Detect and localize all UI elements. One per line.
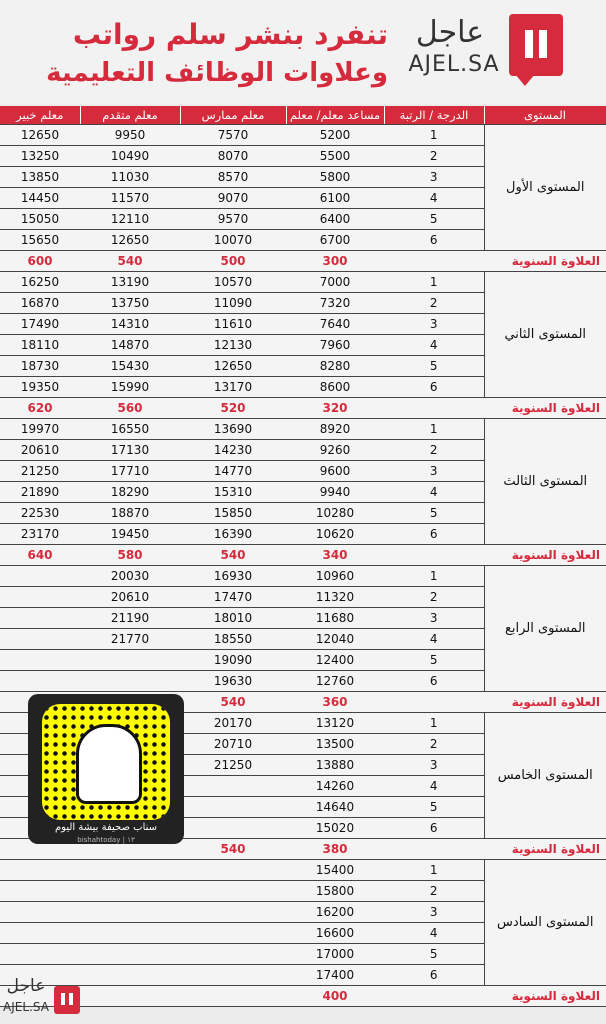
cell-teacher: 7000 — [286, 272, 384, 293]
allowance-label: العلاوة السنوية — [384, 398, 606, 419]
allowance-value: 340 — [286, 545, 384, 566]
cell-practitioner: 19630 — [180, 671, 286, 692]
cell-grade: 6 — [384, 524, 484, 545]
cell-advanced: 9950 — [80, 125, 180, 146]
col-expert: معلم خبير — [0, 106, 80, 125]
col-level: المستوى — [484, 106, 606, 125]
cell-grade: 2 — [384, 587, 484, 608]
cell-advanced: 12110 — [80, 209, 180, 230]
cell-practitioner: 9070 — [180, 188, 286, 209]
cell-expert: 21890 — [0, 482, 80, 503]
cell-expert — [0, 902, 80, 923]
cell-teacher: 10960 — [286, 566, 384, 587]
col-teacher: مساعد معلم/ معلم — [286, 106, 384, 125]
cell-teacher: 13120 — [286, 713, 384, 734]
cell-practitioner: 18010 — [180, 608, 286, 629]
cell-teacher: 10620 — [286, 524, 384, 545]
cell-teacher: 7320 — [286, 293, 384, 314]
cell-practitioner: 12650 — [180, 356, 286, 377]
allowance-value: 540 — [180, 839, 286, 860]
cell-advanced: 10490 — [80, 146, 180, 167]
cell-teacher: 17400 — [286, 965, 384, 986]
cell-grade: 4 — [384, 335, 484, 356]
cell-advanced — [80, 923, 180, 944]
cell-grade: 1 — [384, 713, 484, 734]
cell-advanced: 20030 — [80, 566, 180, 587]
cell-teacher: 8920 — [286, 419, 384, 440]
cell-grade: 3 — [384, 608, 484, 629]
allowance-value: 560 — [80, 398, 180, 419]
cell-teacher: 9940 — [286, 482, 384, 503]
allowance-label: العلاوة السنوية — [384, 986, 606, 1007]
level-name: المستوى الرابع — [484, 566, 606, 692]
cell-expert: 15050 — [0, 209, 80, 230]
cell-expert — [0, 650, 80, 671]
salary-table — [0, 106, 606, 1007]
cell-practitioner — [180, 902, 286, 923]
cell-practitioner: 18550 — [180, 629, 286, 650]
cell-expert: 17490 — [0, 314, 80, 335]
cell-grade: 2 — [384, 146, 484, 167]
cell-advanced: 19450 — [80, 524, 180, 545]
cell-grade: 1 — [384, 125, 484, 146]
allowance-value: 380 — [286, 839, 384, 860]
allowance-value — [80, 986, 180, 1007]
cell-advanced: 16550 — [80, 419, 180, 440]
cell-expert — [0, 881, 80, 902]
level-name: المستوى الأول — [484, 125, 606, 251]
allowance-value: 360 — [286, 692, 384, 713]
snap-caption: سناب صحيفة بيشة اليوم — [54, 822, 158, 833]
cell-advanced: 15430 — [80, 356, 180, 377]
allowance-value: 300 — [286, 251, 384, 272]
cell-grade: 4 — [384, 776, 484, 797]
cell-advanced: 14310 — [80, 314, 180, 335]
cell-grade: 1 — [384, 272, 484, 293]
page-subtitle: وعلاوات الوظائف التعليمية — [46, 58, 388, 88]
allowance-value: 540 — [180, 692, 286, 713]
level-name: المستوى الثالث — [484, 419, 606, 545]
cell-practitioner: 13170 — [180, 377, 286, 398]
cell-practitioner: 16390 — [180, 524, 286, 545]
ajel-logo-icon — [509, 14, 563, 76]
cell-advanced: 21770 — [80, 629, 180, 650]
cell-teacher: 15020 — [286, 818, 384, 839]
cell-practitioner: 8070 — [180, 146, 286, 167]
cell-teacher: 5800 — [286, 167, 384, 188]
cell-teacher: 6400 — [286, 209, 384, 230]
cell-advanced: 15990 — [80, 377, 180, 398]
cell-advanced — [80, 965, 180, 986]
cell-practitioner: 17470 — [180, 587, 286, 608]
cell-grade: 1 — [384, 419, 484, 440]
cell-teacher: 15400 — [286, 860, 384, 881]
cell-grade: 4 — [384, 482, 484, 503]
cell-teacher: 14260 — [286, 776, 384, 797]
allowance-value — [180, 986, 286, 1007]
allowance-row — [0, 986, 606, 1007]
cell-grade: 2 — [384, 734, 484, 755]
allowance-value: 400 — [286, 986, 384, 1007]
allowance-row — [0, 398, 606, 419]
cell-expert — [0, 608, 80, 629]
col-advanced: معلم متقدم — [80, 106, 180, 125]
cell-advanced: 11030 — [80, 167, 180, 188]
cell-grade: 2 — [384, 881, 484, 902]
logo-english-text: AJEL.SA — [408, 52, 500, 77]
cell-advanced — [80, 902, 180, 923]
cell-teacher: 17000 — [286, 944, 384, 965]
cell-practitioner: 8570 — [180, 167, 286, 188]
cell-expert — [0, 944, 80, 965]
table-row — [0, 419, 606, 440]
cell-teacher: 7960 — [286, 335, 384, 356]
cell-teacher: 12040 — [286, 629, 384, 650]
cell-grade: 1 — [384, 860, 484, 881]
cell-grade: 5 — [384, 650, 484, 671]
cell-teacher: 8280 — [286, 356, 384, 377]
header — [0, 0, 606, 104]
cell-teacher: 8600 — [286, 377, 384, 398]
cell-grade: 4 — [384, 188, 484, 209]
cell-practitioner: 11090 — [180, 293, 286, 314]
allowance-row — [0, 545, 606, 566]
cell-grade: 6 — [384, 377, 484, 398]
footer-logo-english: AJEL.SA — [3, 1000, 49, 1014]
allowance-value: 540 — [80, 251, 180, 272]
allowance-value: 620 — [0, 398, 80, 419]
level-name: المستوى الثاني — [484, 272, 606, 398]
cell-practitioner: 21250 — [180, 755, 286, 776]
cell-teacher: 16600 — [286, 923, 384, 944]
allowance-label: العلاوة السنوية — [384, 545, 606, 566]
col-practitioner: معلم ممارس — [180, 106, 286, 125]
cell-teacher: 5200 — [286, 125, 384, 146]
cell-grade: 5 — [384, 356, 484, 377]
cell-practitioner: 15310 — [180, 482, 286, 503]
cell-expert: 20610 — [0, 440, 80, 461]
cell-practitioner — [180, 965, 286, 986]
cell-grade: 3 — [384, 461, 484, 482]
cell-practitioner: 13690 — [180, 419, 286, 440]
cell-grade: 4 — [384, 629, 484, 650]
cell-expert: 19970 — [0, 419, 80, 440]
cell-advanced: 17710 — [80, 461, 180, 482]
cell-practitioner: 10070 — [180, 230, 286, 251]
snapchat-ghost-icon — [76, 724, 142, 804]
cell-advanced: 12650 — [80, 230, 180, 251]
cell-teacher: 16200 — [286, 902, 384, 923]
cell-practitioner — [180, 923, 286, 944]
cell-practitioner: 19090 — [180, 650, 286, 671]
table-row — [0, 272, 606, 293]
cell-practitioner: 15850 — [180, 503, 286, 524]
col-grade: الدرجة / الرتبة — [384, 106, 484, 125]
snap-handle: bishahtoday | ١٣ — [77, 836, 135, 844]
snapchat-code — [28, 694, 184, 844]
snapcode-image — [42, 704, 170, 820]
cell-expert: 12650 — [0, 125, 80, 146]
table-row — [0, 125, 606, 146]
cell-advanced: 21190 — [80, 608, 180, 629]
cell-expert: 13250 — [0, 146, 80, 167]
cell-grade: 5 — [384, 944, 484, 965]
cell-grade: 3 — [384, 902, 484, 923]
table-header-row — [0, 106, 606, 125]
allowance-value: 540 — [180, 545, 286, 566]
cell-grade: 5 — [384, 209, 484, 230]
table-row — [0, 860, 606, 881]
cell-practitioner: 20170 — [180, 713, 286, 734]
cell-practitioner — [180, 860, 286, 881]
cell-advanced — [80, 881, 180, 902]
cell-practitioner: 14770 — [180, 461, 286, 482]
cell-expert: 15650 — [0, 230, 80, 251]
cell-practitioner — [180, 881, 286, 902]
cell-grade: 3 — [384, 755, 484, 776]
page-title: تنفرد بنشر سلم رواتب — [72, 18, 388, 51]
level-name: المستوى الخامس — [484, 713, 606, 839]
cell-grade: 6 — [384, 230, 484, 251]
cell-expert — [0, 587, 80, 608]
cell-expert: 18110 — [0, 335, 80, 356]
cell-teacher: 7640 — [286, 314, 384, 335]
cell-teacher: 14640 — [286, 797, 384, 818]
footer-logo-icon — [54, 986, 80, 1014]
allowance-value: 580 — [80, 545, 180, 566]
allowance-label: العلاوة السنوية — [384, 839, 606, 860]
allowance-value: 520 — [180, 398, 286, 419]
footer-logo-arabic: عاجل — [6, 976, 46, 996]
cell-advanced: 13750 — [80, 293, 180, 314]
cell-expert: 16250 — [0, 272, 80, 293]
cell-grade: 1 — [384, 566, 484, 587]
cell-practitioner — [180, 776, 286, 797]
cell-advanced — [80, 650, 180, 671]
cell-practitioner — [180, 944, 286, 965]
cell-grade: 6 — [384, 671, 484, 692]
cell-advanced: 17130 — [80, 440, 180, 461]
cell-advanced — [80, 671, 180, 692]
cell-grade: 6 — [384, 965, 484, 986]
cell-practitioner: 10570 — [180, 272, 286, 293]
cell-practitioner: 20710 — [180, 734, 286, 755]
cell-expert: 21250 — [0, 461, 80, 482]
cell-practitioner: 14230 — [180, 440, 286, 461]
cell-expert — [0, 671, 80, 692]
cell-advanced: 11570 — [80, 188, 180, 209]
cell-practitioner: 16930 — [180, 566, 286, 587]
cell-advanced: 18870 — [80, 503, 180, 524]
cell-practitioner: 11610 — [180, 314, 286, 335]
cell-practitioner — [180, 797, 286, 818]
level-name: المستوى السادس — [484, 860, 606, 986]
cell-teacher: 13500 — [286, 734, 384, 755]
cell-teacher: 12760 — [286, 671, 384, 692]
cell-expert: 13850 — [0, 167, 80, 188]
cell-advanced — [80, 944, 180, 965]
cell-expert — [0, 629, 80, 650]
allowance-value: 500 — [180, 251, 286, 272]
cell-advanced: 20610 — [80, 587, 180, 608]
cell-advanced: 18290 — [80, 482, 180, 503]
cell-expert: 19350 — [0, 377, 80, 398]
allowance-label: العلاوة السنوية — [384, 251, 606, 272]
cell-teacher: 10280 — [286, 503, 384, 524]
allowance-row — [0, 251, 606, 272]
allowance-value: 640 — [0, 545, 80, 566]
cell-grade: 3 — [384, 167, 484, 188]
cell-expert — [0, 566, 80, 587]
cell-grade: 2 — [384, 440, 484, 461]
cell-teacher: 13880 — [286, 755, 384, 776]
cell-grade: 5 — [384, 797, 484, 818]
cell-expert: 22530 — [0, 503, 80, 524]
cell-practitioner: 9570 — [180, 209, 286, 230]
allowance-value: 600 — [0, 251, 80, 272]
cell-expert: 23170 — [0, 524, 80, 545]
cell-teacher: 9260 — [286, 440, 384, 461]
cell-teacher: 11680 — [286, 608, 384, 629]
table-row — [0, 566, 606, 587]
cell-advanced: 14870 — [80, 335, 180, 356]
cell-expert: 14450 — [0, 188, 80, 209]
cell-expert — [0, 860, 80, 881]
allowance-value: 320 — [286, 398, 384, 419]
cell-teacher: 6700 — [286, 230, 384, 251]
cell-teacher: 12400 — [286, 650, 384, 671]
cell-teacher: 6100 — [286, 188, 384, 209]
cell-expert — [0, 923, 80, 944]
cell-teacher: 11320 — [286, 587, 384, 608]
cell-expert: 18730 — [0, 356, 80, 377]
cell-teacher: 5500 — [286, 146, 384, 167]
cell-practitioner: 7570 — [180, 125, 286, 146]
cell-grade: 5 — [384, 503, 484, 524]
cell-teacher: 15800 — [286, 881, 384, 902]
cell-practitioner — [180, 818, 286, 839]
logo-arabic-text: عاجل — [415, 15, 485, 50]
cell-grade: 3 — [384, 314, 484, 335]
cell-advanced — [80, 860, 180, 881]
cell-grade: 2 — [384, 293, 484, 314]
cell-practitioner: 12130 — [180, 335, 286, 356]
allowance-label: العلاوة السنوية — [384, 692, 606, 713]
cell-grade: 4 — [384, 923, 484, 944]
cell-grade: 6 — [384, 818, 484, 839]
cell-expert: 16870 — [0, 293, 80, 314]
cell-advanced: 13190 — [80, 272, 180, 293]
cell-teacher: 9600 — [286, 461, 384, 482]
